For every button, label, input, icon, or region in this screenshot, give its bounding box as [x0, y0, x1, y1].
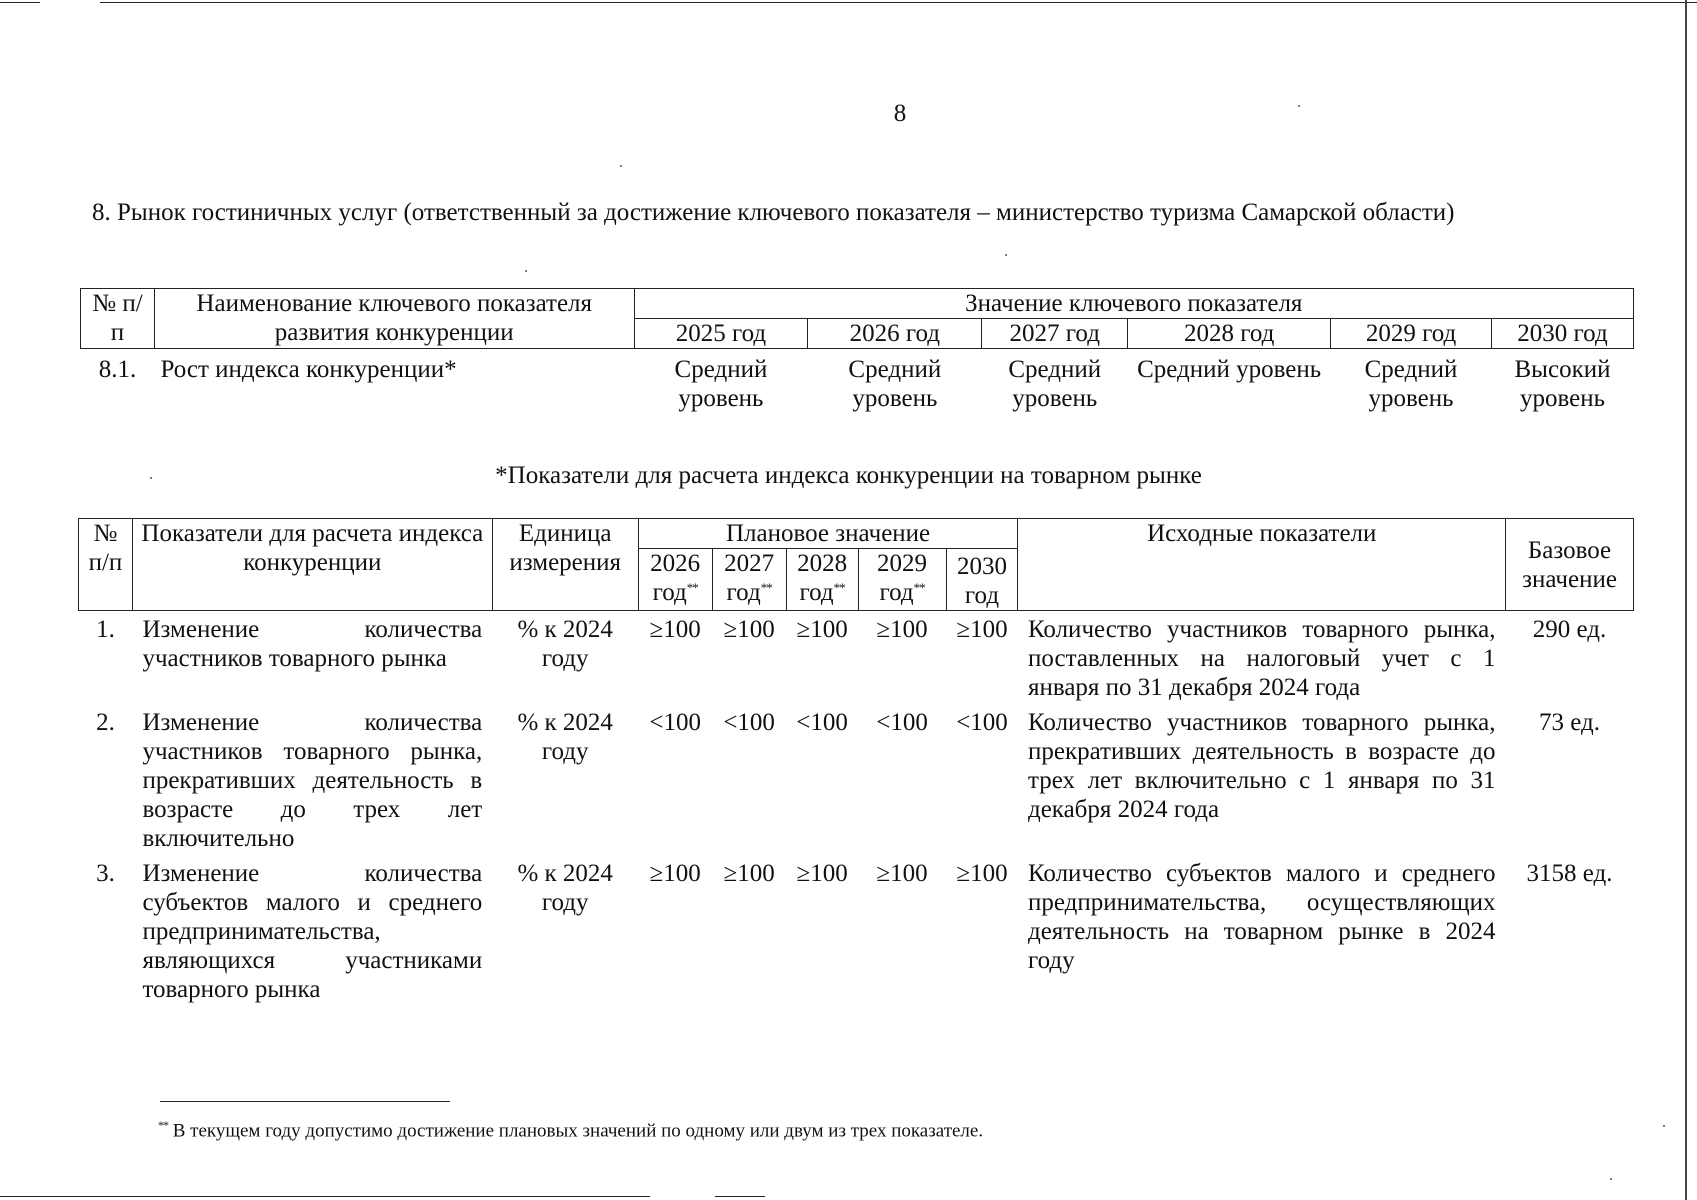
header-source-indicators: Исходные показатели	[1018, 519, 1506, 611]
row-value: Средний уровень	[848, 356, 942, 412]
scan-speck	[525, 270, 527, 272]
row-unit: % к 2024 году	[517, 709, 613, 765]
row-base-value: 290 ед.	[1532, 616, 1607, 643]
scan-speck	[1005, 254, 1007, 256]
header-base-value: Базовое значение	[1506, 519, 1634, 611]
row-plan-value: <100	[723, 709, 775, 736]
footnote-mark: **	[833, 580, 845, 595]
footnote-divider	[160, 1101, 450, 1102]
header-year: 2030 год	[1491, 319, 1633, 349]
scan-speck	[1663, 1125, 1665, 1127]
footnote	[158, 1118, 983, 1142]
header-number: № п/п	[81, 289, 155, 349]
competition-index-table	[78, 518, 1634, 1004]
scan-speck	[1610, 1178, 1612, 1180]
scan-edge-top	[100, 2, 1697, 3]
row-indicator: Изменение количества субъектов малого и среднего предпринимательства, являющихся участниками товарного рынка	[142, 860, 483, 1003]
header-year	[946, 549, 1018, 611]
row-indicator: Изменение количества участников товарного рынка	[142, 616, 483, 672]
table-row	[79, 702, 1634, 853]
header-year	[638, 549, 712, 611]
row-source: Количество участников товарного рынка, поставленных на налоговый учет с 1 января по 31 декабря 2024 года	[1027, 616, 1496, 701]
header-year: 2026 год	[808, 319, 982, 349]
row-value: Средний уровень	[674, 356, 768, 412]
row-indicator: Изменение количества участников товарного рынка, прекративших деятельность в возрасте до трех лет включительно	[142, 709, 483, 852]
row-plan-value: ≥100	[796, 616, 848, 643]
footnote-mark: **	[760, 580, 772, 595]
row-plan-value: <100	[956, 709, 1008, 736]
header-year-word: год	[799, 579, 834, 606]
header-year-number: 2026	[650, 550, 701, 577]
row-value: Средний уровень	[1364, 356, 1458, 412]
row-number: 1.	[96, 616, 115, 643]
row-base-value: 73 ед.	[1539, 709, 1600, 736]
header-year-word: год	[879, 579, 914, 606]
table-row	[81, 349, 1634, 414]
row-value: Средний уровень	[1008, 356, 1102, 412]
row-number: 8.1.	[98, 356, 137, 383]
header-year	[858, 549, 946, 611]
row-indicator-name: Рост индекса конкуренции*	[160, 356, 457, 383]
footnote-mark: **	[158, 1118, 168, 1132]
header-year: 2029 год	[1331, 319, 1492, 349]
header-year	[786, 549, 858, 611]
header-unit: Единица измерения	[492, 519, 638, 611]
scan-edge-right	[1685, 0, 1687, 1200]
row-plan-value: <100	[796, 709, 848, 736]
scan-speck	[620, 165, 622, 167]
header-year: 2027 год	[982, 319, 1128, 349]
row-unit: % к 2024 году	[517, 616, 613, 672]
row-plan-value: ≥100	[956, 860, 1008, 887]
key-indicator-table	[80, 288, 1634, 413]
table-header-row	[79, 519, 1634, 549]
header-year-number: 2029	[877, 550, 928, 577]
scan-edge-bottom	[0, 1196, 650, 1197]
header-indicator-value: Значение ключевого показателя	[634, 289, 1634, 319]
scan-edge-top-left	[0, 2, 40, 3]
competition-index-note-title: *Показатели для расчета индекса конкуренции на товарном рынке	[495, 462, 1202, 489]
header-year-number: 2028	[797, 550, 848, 577]
row-unit: % к 2024 году	[517, 860, 613, 916]
header-number: № п/п	[79, 519, 133, 611]
row-value: Средний уровень	[1137, 356, 1322, 383]
table-row	[79, 611, 1634, 703]
header-year-word: год	[964, 582, 1000, 609]
section-heading: 8. Рынок гостиничных услуг (ответственный за достижение ключевого показателя – министерство туризма Самарской области)	[92, 199, 1455, 226]
table-header-row	[81, 289, 1634, 319]
row-plan-value: ≥100	[956, 616, 1008, 643]
header-year: 2028 год	[1128, 319, 1331, 349]
row-number: 3.	[96, 860, 115, 887]
header-planned-value: Плановое значение	[638, 519, 1018, 549]
header-indicator-name: Наименование ключевого показателя развития конкуренции	[154, 289, 634, 349]
row-plan-value: ≥100	[876, 860, 928, 887]
row-plan-value: ≥100	[649, 616, 701, 643]
row-plan-value: <100	[876, 709, 928, 736]
scan-edge-bottom-short	[715, 1196, 765, 1197]
header-year-word: год	[652, 579, 687, 606]
row-plan-value: ≥100	[796, 860, 848, 887]
row-source: Количество участников товарного рынка, прекративших деятельность в возрасте до трех лет включительно с 1 января по 31 декабря 2024 года	[1027, 709, 1496, 823]
row-plan-value: ≥100	[723, 860, 775, 887]
header-year-word: год	[726, 579, 761, 606]
header-year	[712, 549, 786, 611]
row-plan-value: <100	[649, 709, 701, 736]
footnote-text: В текущем году допустимо достижение плановых значений по одному или двум из трех показателе.	[172, 1120, 984, 1142]
table-row	[79, 853, 1634, 1004]
row-plan-value: ≥100	[649, 860, 701, 887]
row-base-value: 3158 ед.	[1526, 860, 1613, 887]
row-source: Количество субъектов малого и среднего предпринимательства, осуществляющих деятельность на товарном рынке в 2024 году	[1027, 860, 1496, 974]
row-number: 2.	[96, 709, 115, 736]
header-year: 2025 год	[634, 319, 808, 349]
footnote-mark: **	[913, 580, 925, 595]
header-indicators: Показатели для расчета индекса конкуренции	[132, 519, 492, 611]
header-year-number: 2030	[957, 553, 1007, 580]
row-plan-value: ≥100	[723, 616, 775, 643]
page-number: 8	[893, 100, 907, 127]
row-plan-value: ≥100	[876, 616, 928, 643]
footnote-mark: **	[686, 580, 698, 595]
header-year-number: 2027	[724, 550, 775, 577]
row-value: Высокий уровень	[1514, 356, 1611, 412]
